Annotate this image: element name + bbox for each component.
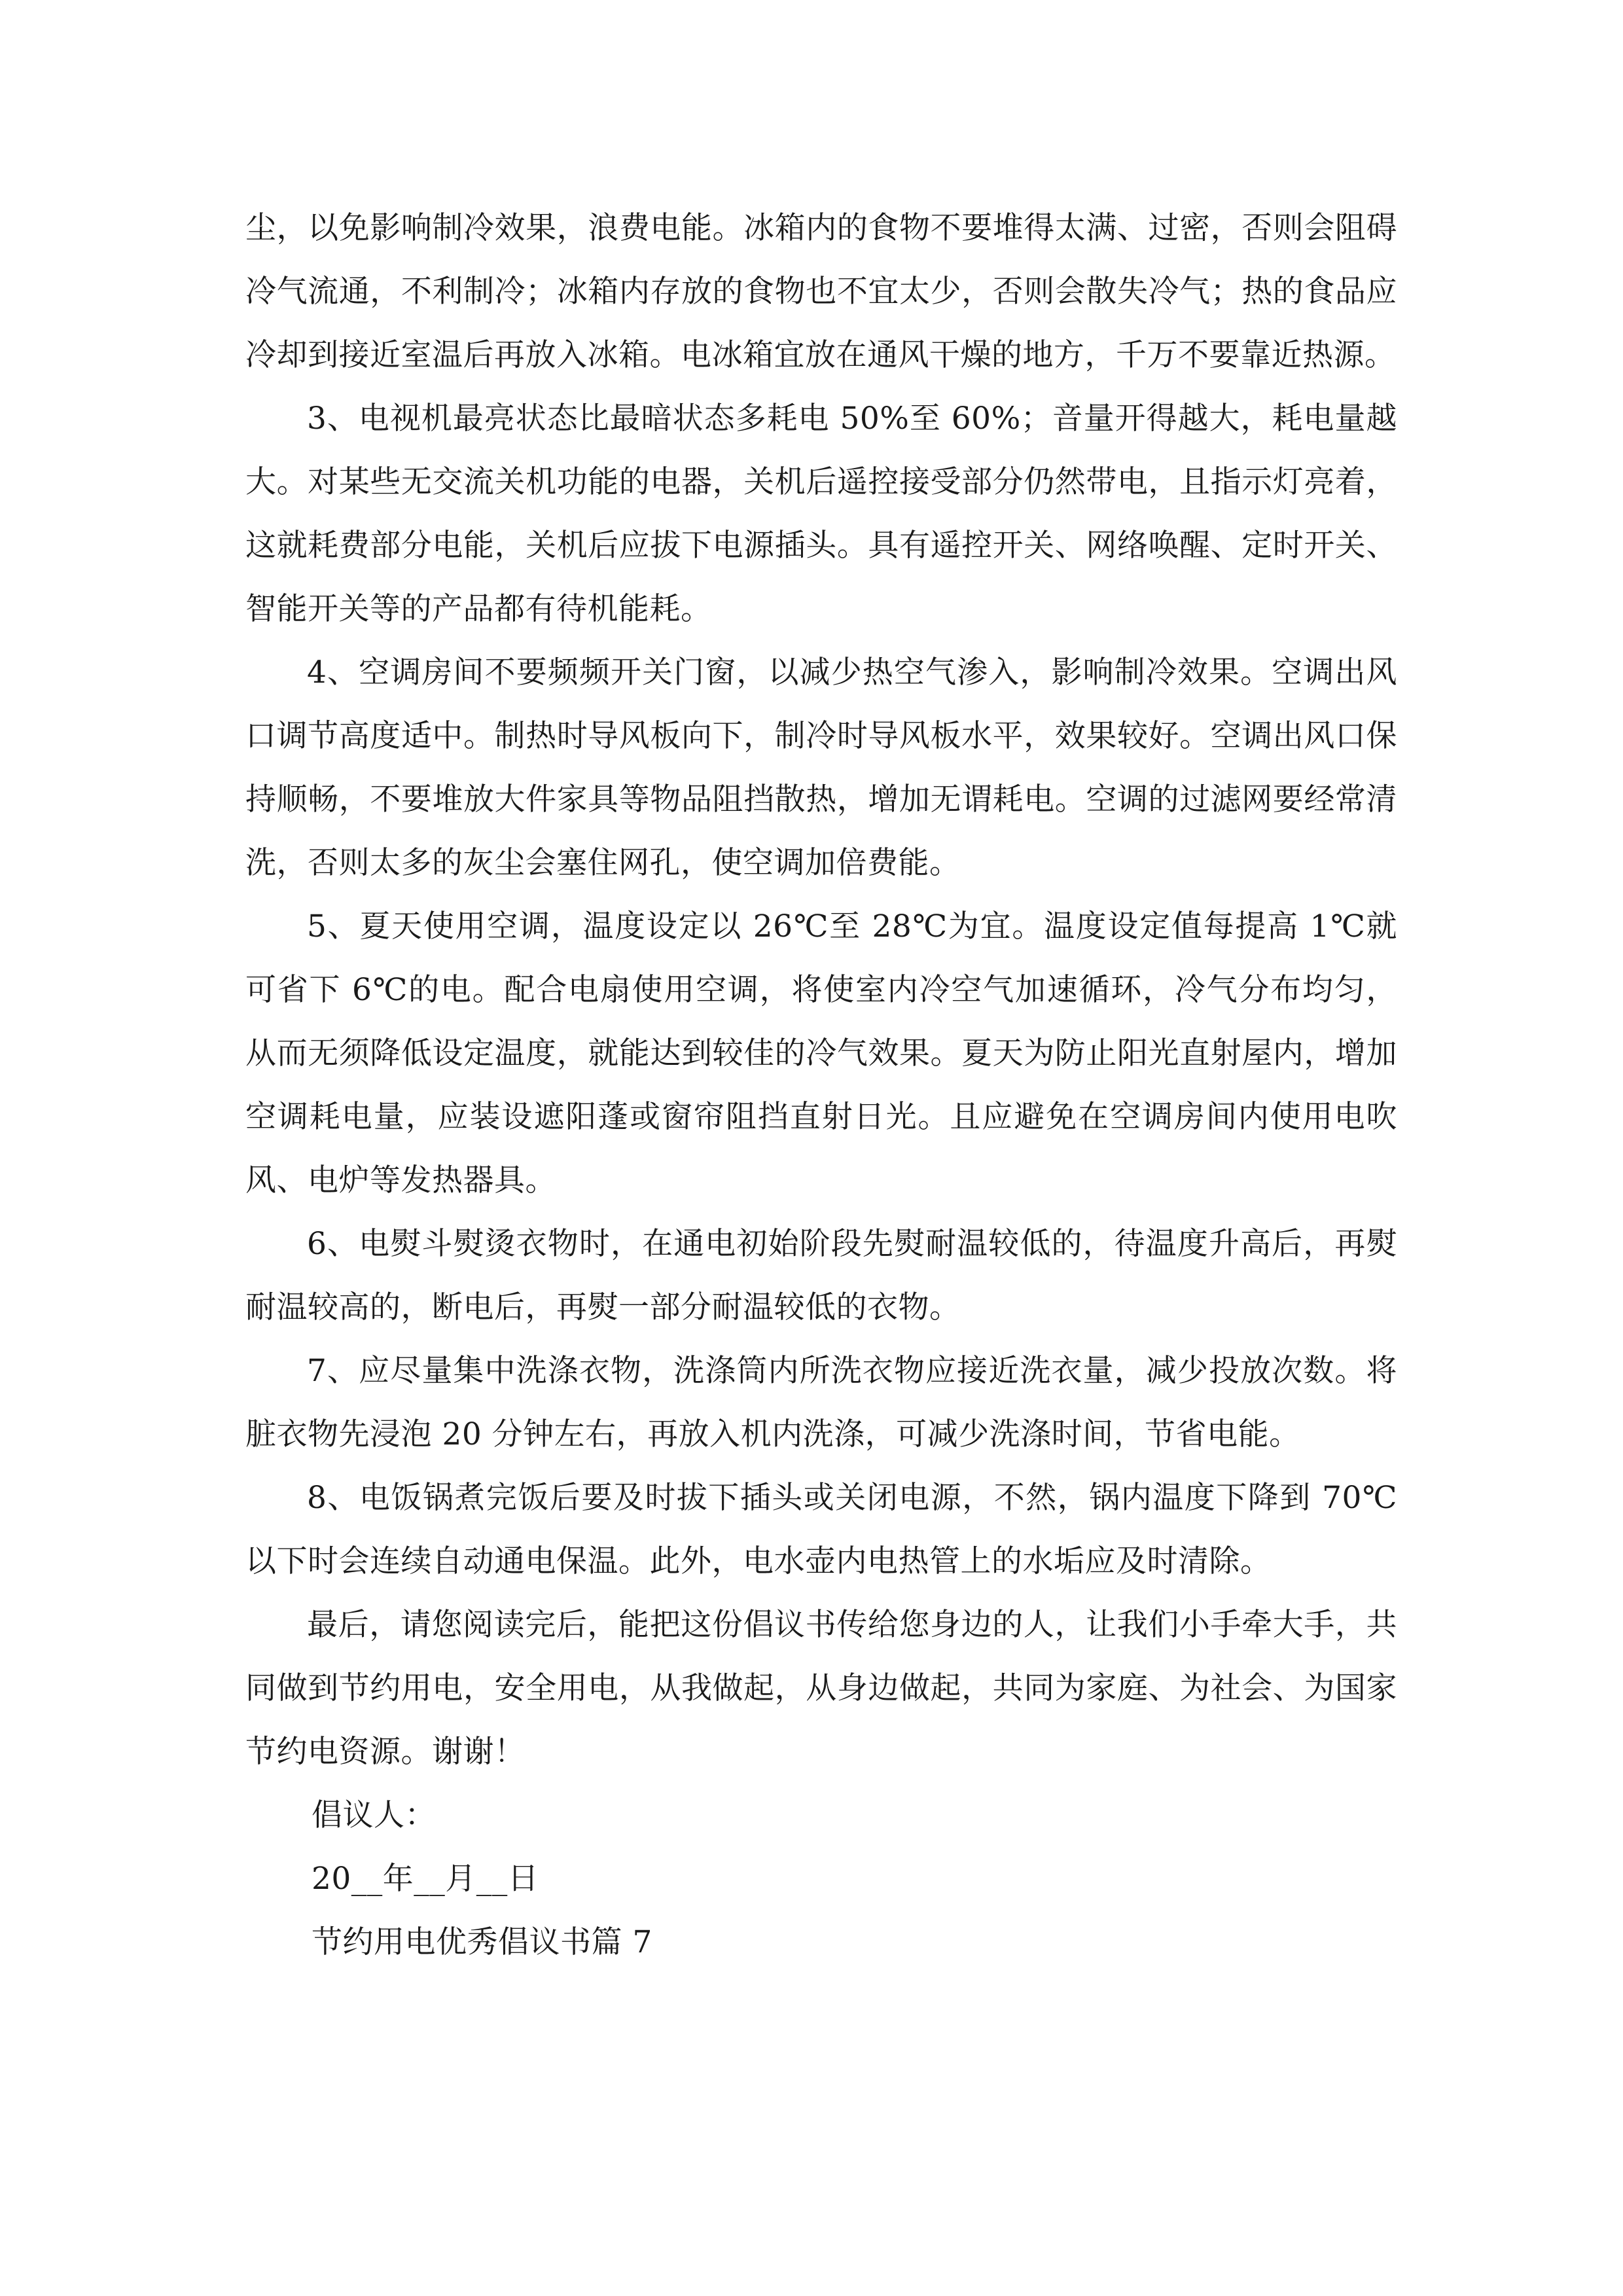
signer-label: 倡议人： xyxy=(312,1797,436,1833)
paragraph-item-4: 4、空调房间不要频频开关门窗，以减少热空气渗入，影响制冷效果。空调出风口调节高度适中。制热时导风板向下，制冷时导风板水平，效果较好。空调出风口保持顺畅，不要堆放大件家具等物品阻挡散热，增加无谓耗电。空调的过滤网要经常清洗，否则太多的灰尘会塞住网孔，使空调加倍费能。 xyxy=(245,655,1397,881)
paragraph-item-8: 8、电饭锅煮完饭后要及时拔下插头或关闭电源，不然，锅内温度下降到 70℃以下时会连续自动通电保温。此外，电水壶内电热管上的水垢应及时清除。 xyxy=(245,1480,1397,1579)
document-body xyxy=(245,196,1397,1974)
paragraph-continuation: 尘，以免影响制冷效果，浪费电能。冰箱内的食物不要堆得太满、过密，否则会阻碍冷气流通，不利制冷；冰箱内存放的食物也不宜太少，否则会散失冷气；热的食品应冷却到接近室温后再放入冰箱。电冰箱宜放在通风干燥的地方，千万不要靠近热源。 xyxy=(245,210,1397,373)
paragraph-item-3: 3、电视机最亮状态比最暗状态多耗电 50%至 60%；音量开得越大，耗电量越大。对某些无交流关机功能的电器，关机后遥控接受部分仍然带电，且指示灯亮着，这就耗费部分电能，关机后应拔下电源插头。具有遥控开关、网络唤醒、定时开关、智能开关等的产品都有待机能耗。 xyxy=(245,401,1397,627)
next-section-title: 节约用电优秀倡议书篇 7 xyxy=(312,1924,652,1960)
paragraph-item-6: 6、电熨斗熨烫衣物时，在通电初始阶段先熨耐温较低的，待温度升高后，再熨耐温较高的，断电后，再熨一部分耐温较低的衣物。 xyxy=(245,1226,1397,1325)
paragraph-item-7: 7、应尽量集中洗涤衣物，洗涤筒内所洗衣物应接近洗衣量，减少投放次数。将脏衣物先浸泡 20 分钟左右，再放入机内洗涤，可减少洗涤时间，节省电能。 xyxy=(245,1353,1397,1452)
paragraph-item-5: 5、夏天使用空调，温度设定以 26℃至 28℃为宜。温度设定值每提高 1℃就可省下 6℃的电。配合电扇使用空调，将使室内冷空气加速循环，冷气分布均匀，从而无须降低设定温度，就能达到较佳的冷气效果。夏天为防止阳光直射屋内，增加空调耗电量，应装设遮阳蓬或窗帘阻挡直射日光。且应避免在空调房间内使用电吹风、电炉等发热器具。 xyxy=(245,908,1397,1198)
paragraph-closing: 最后，请您阅读完后，能把这份倡议书传给您身边的人，让我们小手牵大手，共同做到节约用电，安全用电，从我做起，从身边做起，共同为家庭、为社会、为国家节约电资源。谢谢！ xyxy=(245,1607,1397,1770)
date-line: 20__年__月__日 xyxy=(312,1861,539,1897)
